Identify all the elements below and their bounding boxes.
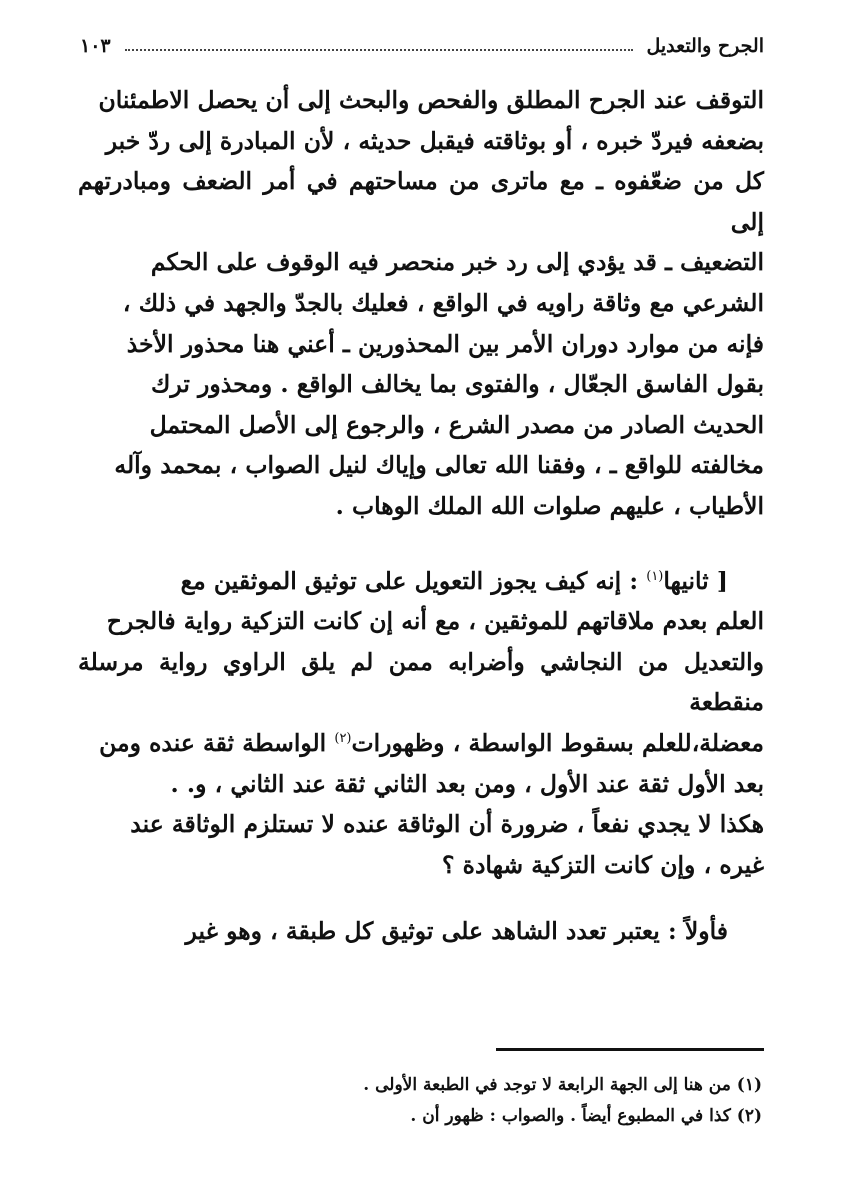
footnote-ref-1: (١): [646, 568, 664, 584]
text-line: العلم بعدم ملاقاتهم للموثقين ، مع أنه إن كانت التزكية رواية فالجرح: [106, 607, 764, 636]
footnote-1: (١) من هنا إلى الجهة الرابعة لا توجد في الطبعة الأولى .: [363, 1075, 762, 1095]
text-line: [78, 561, 764, 602]
paragraph-lead: [ ثانيها: [663, 566, 728, 595]
footnote-separator: [496, 1048, 764, 1051]
paragraph-3: [78, 911, 764, 952]
text-line: التضعيف ـ قد يؤدي إلى رد خبر منحصر فيه الوقوف على الحكم: [150, 248, 764, 277]
text-line: فأولاً : يعتبر تعدد الشاهد على توثيق كل طبقة ، وهو غير: [185, 917, 728, 946]
text-line: [78, 723, 764, 764]
footnotes: [78, 1070, 762, 1132]
line-text-rest: الواسطة ثقة عنده ومن: [99, 728, 335, 757]
text-line: بقول الفاسق الجعّال ، والفتوى بما يخالف الواقع . ومحذور ترك: [151, 370, 764, 399]
running-header: [80, 30, 764, 62]
text-line: مخالفته للواقع ـ ، وفقنا الله تعالى وإياك لنيل الصواب ، بمحمد وآله: [114, 451, 764, 480]
footnote-2: (٢) كذا في المطبوع أيضاً . والصواب : ظهور أن .: [410, 1106, 762, 1126]
text-line: بعد الأول ثقة عند الأول ، ومن بعد الثاني ثقة عند الثاني ، و. .: [170, 769, 764, 798]
text-line: الحديث الصادر من مصدر الشرع ، والرجوع إلى الأصل المحتمل: [149, 410, 764, 439]
page-number: ١٠٣: [80, 35, 111, 57]
text-line: التوقف عند الجرح المطلق والفحص والبحث إلى أن يحصل الاطمئنان: [98, 86, 764, 114]
footnote-ref-2: (٢): [334, 731, 352, 747]
text-line: بضعفه فيردّ خبره ، أو بوثاقته فيقبل حديثه ، لأن المبادرة إلى ردّ خبر: [105, 126, 764, 155]
main-text: [78, 80, 764, 952]
text-line: هكذا لا يجدي نفعاً ، ضرورة أن الوثاقة عنده لا تستلزم الوثاقة عند: [130, 810, 764, 839]
text-line: الأطياب ، عليهم صلوات الله الملك الوهاب .: [335, 491, 764, 520]
text-line: كل من ضعّفوه ـ مع ماترى من مساحتهم في أمر الضعف ومبادرتهم إلى: [78, 167, 764, 236]
paragraph-lead-rest: : إنه كيف يجوز التعويل على توثيق الموثقين مع: [180, 566, 647, 595]
text-line: الشرعي مع وثاقة راويه في الواقع ، فعليك بالجدّ والجهد في ذلك ،: [122, 288, 764, 317]
header-title: الجرح والتعديل: [646, 35, 764, 57]
text-line: غيره ، وإن كانت التزكية شهادة ؟: [442, 850, 764, 879]
text-line: والتعديل من النجاشي وأضرابه ممن لم يلق الراوي رواية مرسلة منقطعة: [78, 647, 764, 717]
line-text: معضلة،للعلم بسقوط الواسطة ، وظهورات: [351, 728, 764, 757]
text-line: فإنه من موارد دوران الأمر بين المحذورين ـ أعني هنا محذور الأخذ: [126, 329, 764, 358]
dot-leader: [125, 49, 633, 51]
paragraph-1: [78, 80, 764, 527]
paragraph-2: [78, 561, 764, 886]
